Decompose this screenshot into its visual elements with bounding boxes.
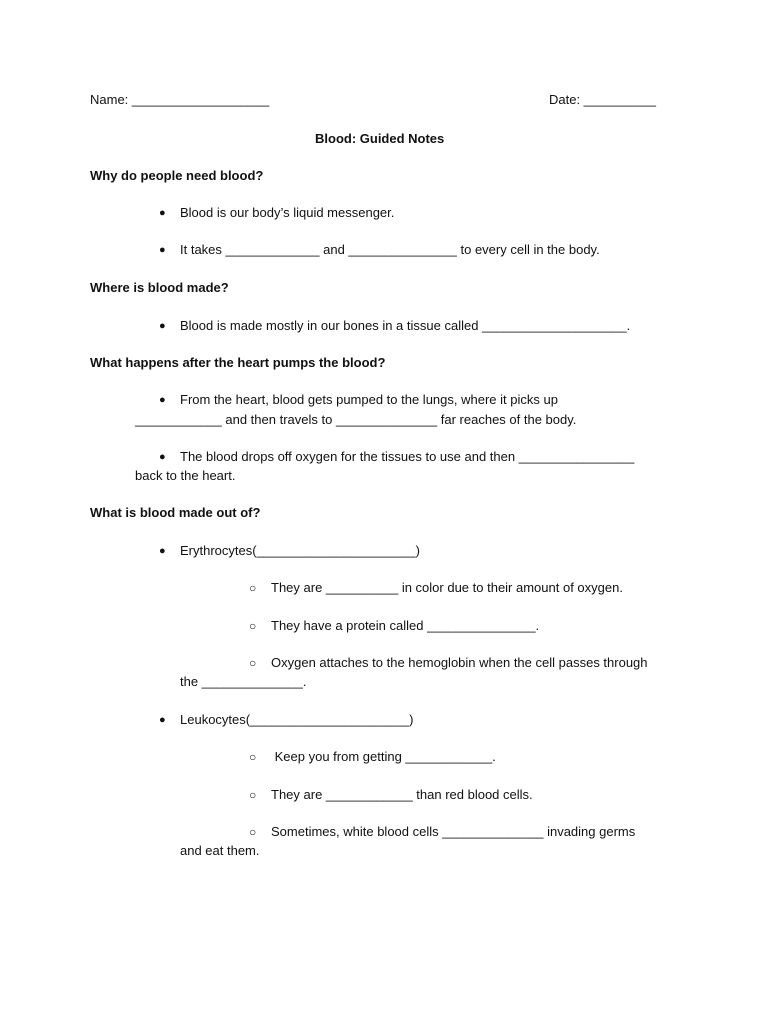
sub-bullet-icon: ○: [249, 750, 257, 764]
sub-list-item: Keep you from getting ____________.: [271, 749, 496, 764]
bullet-icon: ●: [159, 244, 166, 256]
list-item: From the heart, blood gets pumped to the lungs, where it picks up: [180, 392, 558, 407]
sub-bullet-icon: ○: [249, 581, 257, 595]
question-where-blood-made: Where is blood made?: [90, 280, 229, 295]
bullet-icon: ●: [159, 714, 166, 726]
list-item: It takes _____________ and _______________ to every cell in the body.: [180, 242, 600, 257]
list-item-continuation: ____________ and then travels to ______________ far reaches of the body.: [135, 412, 577, 427]
sub-list-item: They are ____________ than red blood cells.: [271, 787, 533, 802]
bullet-icon: ●: [159, 451, 166, 463]
sub-bullet-icon: ○: [249, 825, 257, 839]
list-item-continuation: back to the heart.: [135, 468, 236, 483]
date-field-label: Date: __________: [549, 92, 656, 107]
sub-list-item: They are __________ in color due to their amount of oxygen.: [271, 580, 623, 595]
list-item: Blood is made mostly in our bones in a tissue called ____________________.: [180, 318, 631, 333]
sub-list-item-continuation: and eat them.: [180, 843, 260, 858]
page-title: Blood: Guided Notes: [315, 131, 445, 146]
sub-list-item: They have a protein called _______________.: [271, 618, 540, 633]
sub-bullet-icon: ○: [249, 788, 257, 802]
bullet-icon: ●: [159, 394, 166, 406]
erythrocytes-label: Erythrocytes(______________________): [180, 543, 420, 558]
sub-list-item: Sometimes, white blood cells ______________ invading germs: [271, 824, 636, 839]
bullet-icon: ●: [159, 545, 166, 557]
bullet-icon: ●: [159, 320, 166, 332]
question-after-heart-pumps: What happens after the heart pumps the blood?: [90, 355, 386, 370]
list-item: Blood is our body’s liquid messenger.: [180, 205, 395, 220]
sub-bullet-icon: ○: [249, 619, 257, 633]
leukocytes-label: Leukocytes(______________________): [180, 712, 414, 727]
sub-bullet-icon: ○: [249, 656, 257, 670]
question-blood-made-of: What is blood made out of?: [90, 505, 261, 520]
question-why-need-blood: Why do people need blood?: [90, 168, 264, 183]
name-field-label: Name: ___________________: [90, 92, 270, 107]
bullet-icon: ●: [159, 207, 166, 219]
sub-list-item: Oxygen attaches to the hemoglobin when the cell passes through: [271, 655, 648, 670]
sub-list-item-continuation: the ______________.: [180, 674, 307, 689]
list-item: The blood drops off oxygen for the tissues to use and then ________________: [180, 449, 635, 464]
